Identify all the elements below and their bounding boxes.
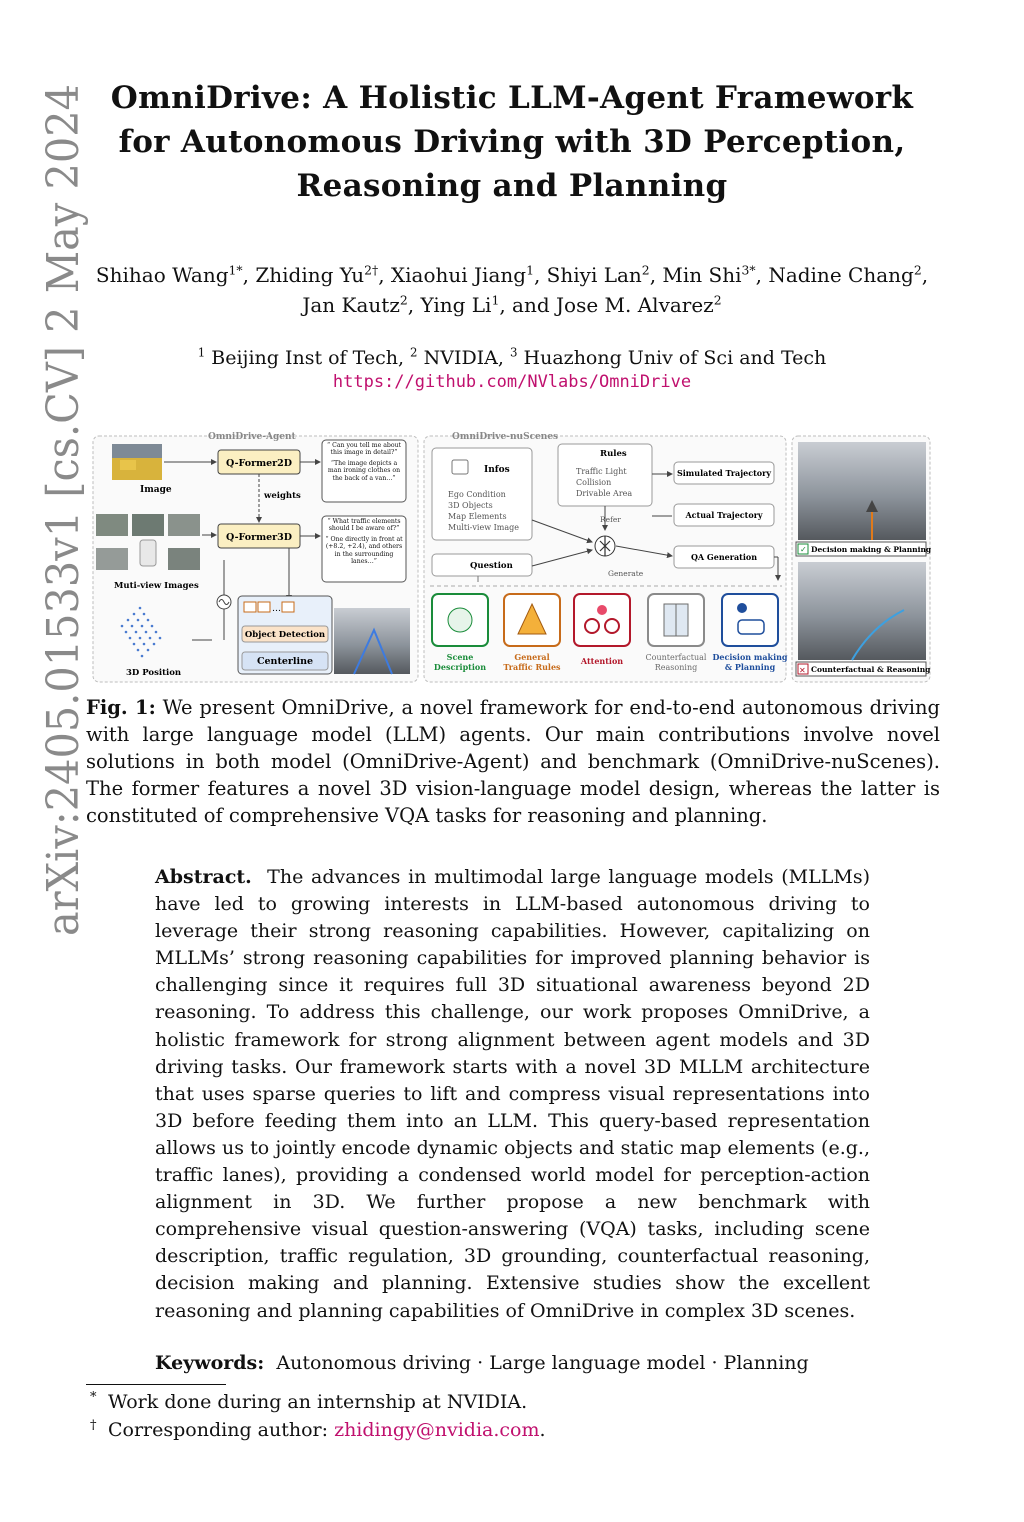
footnote-end: .	[539, 1419, 546, 1441]
counterfactual-example-label: Counterfactual & Reasoning	[811, 665, 931, 674]
author: Shiyi Lan	[546, 263, 642, 287]
footnote-text: Work done during an internship at NVIDIA.	[108, 1391, 528, 1413]
figure-caption	[86, 694, 940, 829]
abstract	[155, 864, 870, 1325]
footnotes	[90, 1388, 850, 1444]
author-affil: 3*	[741, 262, 756, 278]
keywords-text: Autonomous driving · Large language model · Planning	[276, 1352, 809, 1374]
keywords-label: Keywords:	[155, 1352, 265, 1374]
position-label: 3D Position	[126, 668, 182, 678]
info-item: Multi-view Image	[448, 523, 519, 532]
task-label: Traffic Rules	[503, 662, 561, 672]
question-label: Question	[470, 561, 513, 571]
task-label: General	[514, 652, 550, 662]
author-affil: 2	[641, 262, 650, 278]
task-label: & Planning	[724, 662, 776, 672]
affil-number: 2	[410, 345, 418, 360]
info-item: Ego Condition	[448, 490, 506, 499]
check-icon: ✓	[800, 545, 807, 554]
actual-label: Actual Trajectory	[685, 510, 763, 520]
author: Min Shi	[662, 263, 742, 287]
footnote	[90, 1416, 850, 1444]
separator: ,	[649, 263, 663, 287]
image-label: Image	[140, 485, 172, 495]
author-affil: 1	[526, 262, 534, 278]
rule-item: Traffic Light	[576, 467, 627, 476]
svg-text:…: …	[272, 604, 281, 614]
affil-number: 3	[510, 345, 518, 360]
affil-text: Huazhong Univ of Sci and Tech	[523, 347, 827, 369]
info-item: 3D Objects	[448, 501, 493, 510]
info-item: Map Elements	[448, 512, 507, 521]
email-link[interactable]: zhidingy@nvidia.com	[334, 1419, 540, 1441]
author-affil: 1	[491, 292, 500, 308]
task-label: Scene	[446, 652, 474, 662]
task-label: Counterfactual	[645, 653, 707, 662]
task-attention	[574, 594, 630, 666]
arxiv-identifier: arXiv:2405.01533v1 [cs.CV] 2 May 2024	[38, 80, 89, 936]
generate-label: Generate	[608, 569, 644, 578]
separator: ,	[755, 263, 769, 287]
task-counterfactual-reasoning	[646, 594, 707, 672]
separator: ,	[407, 293, 421, 317]
cross-icon: ✕	[799, 666, 806, 675]
caption-label: Fig. 1:	[86, 696, 156, 719]
decision-scene-image	[798, 442, 926, 540]
qformer3d-label: Q-Former3D	[225, 532, 293, 543]
footnote-text: Corresponding author:	[108, 1419, 335, 1441]
figure-1-svg	[92, 430, 932, 684]
author-list	[80, 260, 944, 320]
author: Jose M. Alvarez	[556, 293, 714, 317]
task-label: Attention	[580, 656, 624, 666]
rule-item: Drivable Area	[576, 489, 633, 498]
qa-generation-label: QA Generation	[690, 552, 758, 562]
task-label: Reasoning	[654, 663, 698, 672]
caption-text: We present OmniDrive, a novel framework for end-to-end autonomous driving with large language model (LLM) agents. Our main contributions involve novel solutions in both model (OmniDrive-Agent) and benchmark (OmniDrive-nuScenes). The former features a novel 3D vision-language model design, whereas the latter is constituted of comprehensive VQA tasks for reasoning and planning.	[86, 696, 941, 827]
github-link[interactable]: https://github.com/NVlabs/OmniDrive	[332, 372, 692, 392]
rules-label: Rules	[600, 449, 627, 459]
author-affil: 2	[913, 262, 922, 278]
separator: ,	[242, 263, 256, 287]
arxiv-sidebar-svg	[22, 80, 92, 940]
separator: ,	[378, 263, 391, 287]
multiview-label: Muti-view Images	[114, 581, 199, 591]
affil-number: 1	[197, 345, 206, 360]
weights-label: weights	[264, 491, 301, 501]
chat-answer-1: “The image depicts a man ironing clothes on the back of a van…”	[327, 459, 401, 482]
author-affil: 2	[713, 292, 722, 308]
author: Xiaohui Jiang	[390, 263, 527, 287]
agent-panel-label: OmniDrive-Agent	[208, 432, 296, 442]
title-line-2: for Autonomous Driving with 3D Perception,	[118, 124, 906, 160]
footnote-rule	[86, 1384, 226, 1385]
author: Jan Kautz	[302, 293, 400, 317]
arxiv-sidebar	[22, 80, 92, 940]
rule-item: Collision	[576, 478, 612, 487]
paper-title	[95, 76, 929, 208]
footnote	[90, 1388, 850, 1416]
task-decision-making	[712, 594, 787, 672]
infos-label: Infos	[484, 465, 510, 475]
qformer2d-label: Q-Former2D	[225, 458, 293, 469]
centerline-label: Centerline	[256, 656, 314, 667]
abstract-text: The advances in multimodal large language models (MLLMs) have led to growing interests in LLM-based autonomous driving to leverage their strong reasoning capabilities. However, capitalizing on MLLMs’ strong reasoning capabilities for improved planning behavior is challenging since it requires full 3D situational awareness beyond 2D reasoning. To address this challenge, our work proposes OmniDrive, a holistic framework for strong alignment between agent models and 3D driving tasks. Our framework starts with a novel 3D MLLM architecture that uses sparse queries to lift and compress visual representations into 3D before feeding them into an LLM. This query-based representation allows us to jointly encode dynamic objects and static map elements (e.g., traffic lanes), providing a condensed world model for perception-action alignment in 3D. We further propose a new benchmark with comprehensive visual question-answering (VQA) tasks, including scene description, traffic regulation, 3D grounding, counterfactual reasoning, decision making and planning. Extensive studies show the excellent reasoning and planning capabilities of OmniDrive in complex 3D scenes.	[155, 866, 870, 1322]
chat-question-1: “ Can you tell me about this image in detail?”	[326, 442, 402, 457]
abstract-label: Abstract.	[155, 866, 252, 888]
separator: ,	[921, 263, 929, 287]
author: Shihao Wang	[95, 263, 229, 287]
author: Nadine Chang	[768, 263, 914, 287]
refer-label: Refer	[600, 515, 621, 524]
nuscenes-panel-label: OmniDrive-nuScenes	[452, 432, 559, 442]
figure-1	[92, 430, 932, 684]
chat-answer-2: “ One directly in front at (+8.2, +2.4), and others in the surrounding lanes…”	[325, 535, 403, 566]
author-affil: 2	[399, 292, 408, 308]
author-affil: 1*	[228, 262, 243, 278]
affil-text: Beijing Inst of Tech,	[211, 347, 404, 369]
affiliations	[80, 345, 944, 371]
chat-question-2: “ What traffic elements should I be aware of?”	[327, 518, 401, 533]
task-label: Description	[433, 662, 487, 672]
road-scene-thumbnail	[334, 608, 410, 674]
separator: , and	[499, 293, 557, 317]
footnote-mark: †	[90, 1418, 97, 1433]
decision-example-label: Decision making & Planning	[811, 545, 932, 554]
affil-text: NVIDIA,	[423, 347, 504, 369]
separator: ,	[533, 263, 547, 287]
footnote-mark: *	[90, 1390, 97, 1405]
author: Zhiding Yu	[255, 263, 365, 287]
author: Ying Li	[420, 293, 492, 317]
keywords	[155, 1350, 915, 1377]
simulated-label: Simulated Trajectory	[676, 468, 772, 478]
task-label: Decision making	[712, 652, 788, 662]
title-line-1: OmniDrive: A Holistic LLM-Agent Framework	[110, 80, 914, 116]
title-line-3: Reasoning and Planning	[296, 168, 728, 204]
author-affil: 2†	[364, 262, 379, 278]
object-detection-label: Object Detection	[244, 630, 326, 640]
